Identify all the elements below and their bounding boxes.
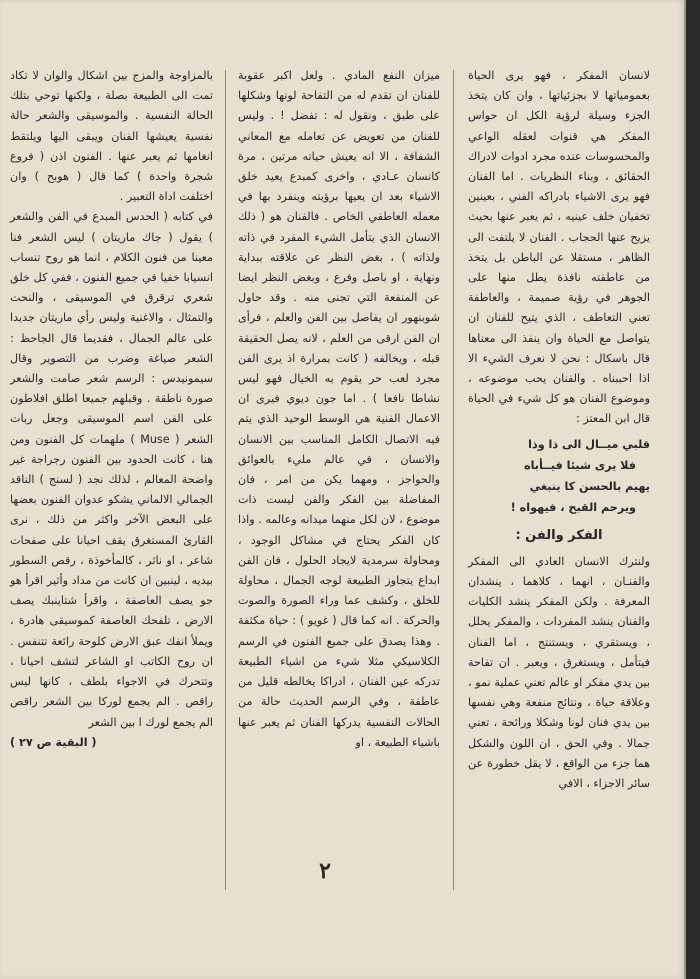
column-left bbox=[10, 66, 213, 753]
paragraph: بالمزاوجة والمزج بين اشكال والوان لا تكاد تمت الى الطبيعة بصلة ، ولكنها توحي بتلك الحالة النفسية . والموسيقى والشعر حالة نفسية يعيشها الفنان ويبقى اليها ويلتقط انغامها ثم يعبر عنها . الفنون اذن ( فروع شجرة واحدة ) كما قال ( هوبح ) وان اختلفت اداة التعبير . bbox=[10, 69, 213, 204]
scan-edge bbox=[684, 0, 700, 979]
column-right bbox=[468, 66, 650, 794]
paragraph: ولنترك الانسان العادي الى المفكر والفنـان ، انهما ، كلاهما ، ينشدان المعرفة . ولكن المفكر ينشد الكليات والفنان ينشد المفردات ، والمفكر يحلل ، ويستقري ، ويستنتج ، اما الفنان فيتأمل ، ويستغرق ، ويعبر . ان تفاحة بين يدي مفكر او عالم تعني عملية نمو ، وعلاقة حياة ، ونتائج منفعة وهي نفسها بين يدي فنان لونا وشكلا ورائحة ، تعني جمالا . وفي الحق ، ان اللون والشكل هما جزء من الواقع ، لا يقل خطورة عن سائر الاجزاء ، الافي bbox=[468, 554, 650, 791]
section-heading: الفكر والفن : bbox=[515, 527, 603, 543]
poem bbox=[468, 434, 650, 518]
column-middle bbox=[238, 66, 440, 753]
page-number: ٢ bbox=[319, 858, 331, 884]
continued-note: ( البقية ص ٢٧ ) bbox=[10, 735, 97, 749]
poem-line: يهيم بالحسن كا ينبغي bbox=[529, 479, 650, 493]
poem-line: ويرحم القبح ، فيهواه ! bbox=[510, 500, 636, 514]
paragraph: في كتابه ( الحدس المبدع في الفن والشعر ) يقول ( جاك ماريتان ) ليس الشعر فنا معينا من فنون الكلام ، انما هو روح تنساب انسيابا خفيا في جميع الفنون ، ففي كل خلق شعري ترقرق في الموسيقى ، والنحت والتمثال ، والاغنية وليس رأي ماريتان جديدا على عالم الجمال ، فقديما قال الجاحظ : الشعر صياغة وضرب من التصوير وقال سيمونيدس : الرسم شعر صامت والشعر صورة ناطقة . وقبلهم جميعا اطلق افلاطون على الفن اسم الموسيقى وجعل ربات الشعر ( Muse ) ملهمات كل الفنون ومن هنا ، كانت الحدود بين الفنون رجراجة غير واضحة المعالم ، لذلك نجد ( لسنج ) الناقد الجمالي الالماني يشكو عدوان الفنون بعضها على البعض الآخر واكثر من ذلك ، نرى القارئ المستغرق يقف احيانا على صفحات شاعر ، او ناثر ، كالمأخوذة ، رقص السطور بيديه ، لينبين ان كانت من مداد وأثير اقرأ هو جو يصف العاصفة ، واقرأ شتاينبك يصف الارض ، تلفحك العاصفة كموسيقى هادرة ، ويملأ انفك عبق الارض كلوحة رائعة تتنفس . ان روح الكاتب او الشاعر لتشف احيانا ، وتتحرك في الاجواء بلطف ، كانها ليس راقص . الم يجمع لوركا بين الشعر راقص الم يجمع لورك ا بين الشعر bbox=[10, 210, 214, 729]
poem-line: فلا يرى شيئا فيــأباه bbox=[523, 458, 636, 472]
paragraph: ميزان النفع المادي . ولعل اكبر عقوبة للفنان ان تقدم له من التفاحة لونها وشكلها على طبق ، ونقول له : تفضل ! . وليس للفنان من تعويض عن تعامله مع المعاني الشفافة ، الا انه يعيش حياته مرتين ، مرة كانسان عـادي ، واخرى كمبدع يعيد خلق الاشياء بعد ان يعيها برؤيته وينفرد بها في معمله العاطفي الخاص . فالفنان هو ( ذلك الانسان الذي يتأمل الشيء المفرد في ذاته ولذاته ) ، بغض النظر عن علاقته ببداية ونهاية ، او باصل وفرع ، وبغض النظر ايضا عن المنفعة التي تجنى منه . وقد حاول شوبنهور ان يفاصل بين الفن والعلم ، فرأى ان الفن ارقى من العلم ، لانه يصل الحقيقة قبله ، ويخالفه ( كانت بمرارة اذ يرى الفن مجرد لعب حر يقوم به الخيال فهو ليس نشاطا نافعا ) . اما جون ديوي فيرى ان الاعمال الفنية هي الوسط الوحيد الذي يتم فيه الاتصال الكامل المناسب بين الانسان والانسان ، في عالم مليء بالعوائق والحواجز ، ومهما يكن من امر ، فان المفاضلة بين الفكر والفن ليست ذات موضوع ، لان لكل منهما ميدانه وعالمه . واذا كان الفكر يحتاج في مشاكل الوجود ، ومحاولة سرمدية لايجاد الحلول ، فان الفن ابداع يتجاوز الطبيعة لوجه الجمال ، محاولة للخلق ، وكشف عما وراء الصورة والصوت والحركة . انه كما قال ( غويو ) : حياة مكثفة . وهذا يصدق على جميع الفنون في الرسم الكلاسيكي مثلا شيء من اشياء الطبيعة تدركه عين الفنان ، ادراكا يخالطه قليل من عاطفة ، وفي الرسم الحديث حالة من الحالات النفسية يدركها الفنان ثم يعبر عنها باشياء الطبيعة ، او bbox=[238, 69, 440, 749]
poem-line: قلبي ميــال الى ذا وذا bbox=[528, 437, 650, 451]
column-divider bbox=[453, 70, 454, 890]
column-divider bbox=[225, 70, 226, 890]
paragraph: لانسان المفكر ، فهو يرى الحياة بعمومياتها لا بجزئياتها ، وان كان يتخذ الجزء وسيلة لرؤية الكل ان حواس المفكر هي قنوات لعقله الواعي والمحسوسات عنده مجرد ادوات لادراك الحقائق ، وبناء النظريات . اما الفنان فهو يرى الاشياء بادراكه الفني ، بعينين تخفيان خلف عينيه ، ثم يعبر عنها بحيث يزيح عنها الحجاب . الفنان لا يلتفت الى الظاهر ، مستقلا عن الباطن بل يتخذ من عاطفته نافذة يطل منها على الجوهر في رؤية صميمة ، والعاطفة تعني التعاطف ، الذي يتيح للفنان ان يتواصل مع الحياة وان ينفذ الى معناها قال باسكال : نحن لا نعرف الشيء الا اذا احببناه . والفنان يحب موضوعه ، وموضوع الفنان هو كل شيء في الحياة قال ابن المعتز : bbox=[468, 69, 650, 426]
